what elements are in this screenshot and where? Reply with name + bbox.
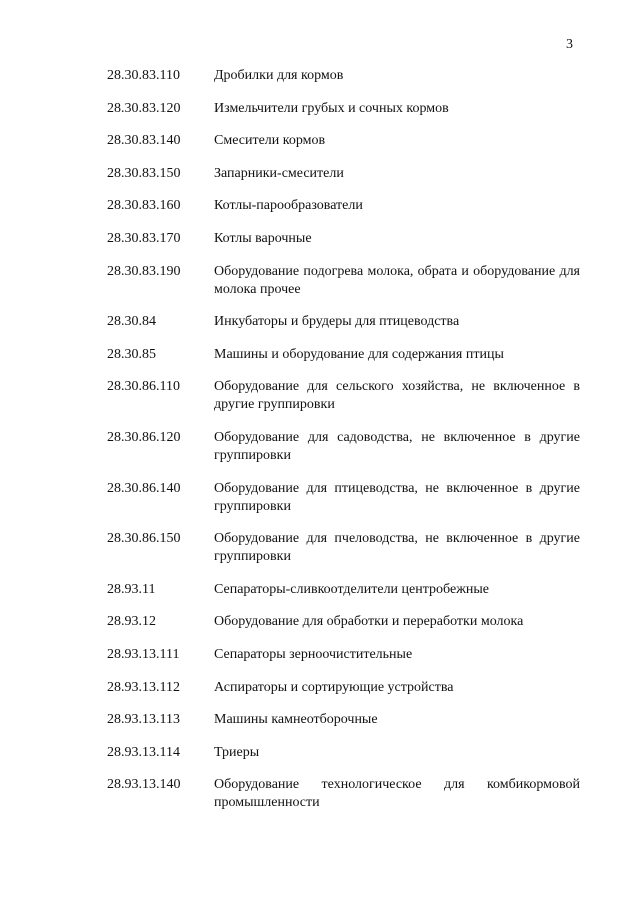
list-item xyxy=(0,165,640,198)
list-item xyxy=(0,480,640,531)
entry-code: 28.30.83.140 xyxy=(107,133,181,149)
entry-description: Триеры xyxy=(214,744,260,760)
entry-code: 28.93.13.111 xyxy=(107,646,180,662)
list-item xyxy=(0,530,640,581)
entry-code: 28.93.13.114 xyxy=(107,744,180,760)
list-item xyxy=(0,313,640,346)
entry-code: 28.30.83.190 xyxy=(107,263,181,279)
entry-description: Инкубаторы и брудеры для птицеводства xyxy=(214,314,460,330)
entry-code: 28.30.83.110 xyxy=(107,68,180,83)
entry-code: 28.30.83.120 xyxy=(107,100,181,116)
entry-description: Оборудование для сельского хозяйства, не включенное в другие группировки xyxy=(214,379,580,413)
list-item xyxy=(0,613,640,646)
list-item xyxy=(0,100,640,133)
entry-code: 28.30.86.150 xyxy=(107,531,181,547)
entry-code: 28.30.86.120 xyxy=(107,429,181,445)
entry-description: Котлы-парообразователи xyxy=(214,198,363,214)
entry-description: Оборудование для обработки и переработки молока xyxy=(214,614,524,630)
entry-code: 28.30.86.140 xyxy=(107,480,181,496)
list-item xyxy=(0,67,640,100)
entry-description: Оборудование технологическое для комбикормовой промышленности xyxy=(214,777,580,811)
entry-description: Машины камнеотборочные xyxy=(214,712,378,728)
entry-description: Сепараторы-сливкоотделители центробежные xyxy=(214,581,489,597)
entry-code: 28.30.85 xyxy=(107,346,156,362)
entry-code: 28.30.86.110 xyxy=(107,379,180,395)
list-item xyxy=(0,132,640,165)
classifier-list xyxy=(0,67,640,812)
list-item xyxy=(0,429,640,480)
entry-description: Оборудование для пчеловодства, не включенное в другие группировки xyxy=(214,531,580,565)
entry-code: 28.30.83.150 xyxy=(107,165,181,181)
entry-code: 28.93.11 xyxy=(107,581,156,597)
list-item xyxy=(0,230,640,263)
entry-description: Оборудование для садоводства, не включенное в другие группировки xyxy=(214,429,580,463)
entry-description: Аспираторы и сортирующие устройства xyxy=(214,679,454,695)
entry-description: Запарники-смесители xyxy=(214,165,344,181)
entry-code: 28.30.83.170 xyxy=(107,230,181,246)
list-item xyxy=(0,679,640,712)
entry-description: Сепараторы зерноочистительные xyxy=(214,646,413,662)
entry-description: Оборудование подогрева молока, обрата и оборудование для молока прочее xyxy=(214,263,580,297)
entry-description: Дробилки для кормов xyxy=(214,68,344,83)
entry-description: Котлы варочные xyxy=(214,230,312,246)
entry-description: Смесители кормов xyxy=(214,133,326,149)
list-item xyxy=(0,346,640,379)
entry-description: Оборудование для птицеводства, не включенное в другие группировки xyxy=(214,480,580,514)
entry-code: 28.93.13.140 xyxy=(107,777,181,793)
list-item xyxy=(0,263,640,314)
list-item xyxy=(0,646,640,679)
entry-description: Машины и оборудование для содержания птицы xyxy=(214,346,504,362)
entry-code: 28.93.13.112 xyxy=(107,679,180,695)
list-item xyxy=(0,197,640,230)
list-item xyxy=(0,711,640,744)
entry-code: 28.93.12 xyxy=(107,614,156,630)
page-number: 3 xyxy=(566,37,573,52)
list-item xyxy=(0,581,640,614)
list-item xyxy=(0,744,640,777)
entry-description: Измельчители грубых и сочных кормов xyxy=(214,100,449,116)
entry-code: 28.30.84 xyxy=(107,314,156,330)
entry-code: 28.93.13.113 xyxy=(107,712,180,728)
list-item xyxy=(0,776,640,812)
list-item xyxy=(0,378,640,429)
entry-code: 28.30.83.160 xyxy=(107,198,181,214)
